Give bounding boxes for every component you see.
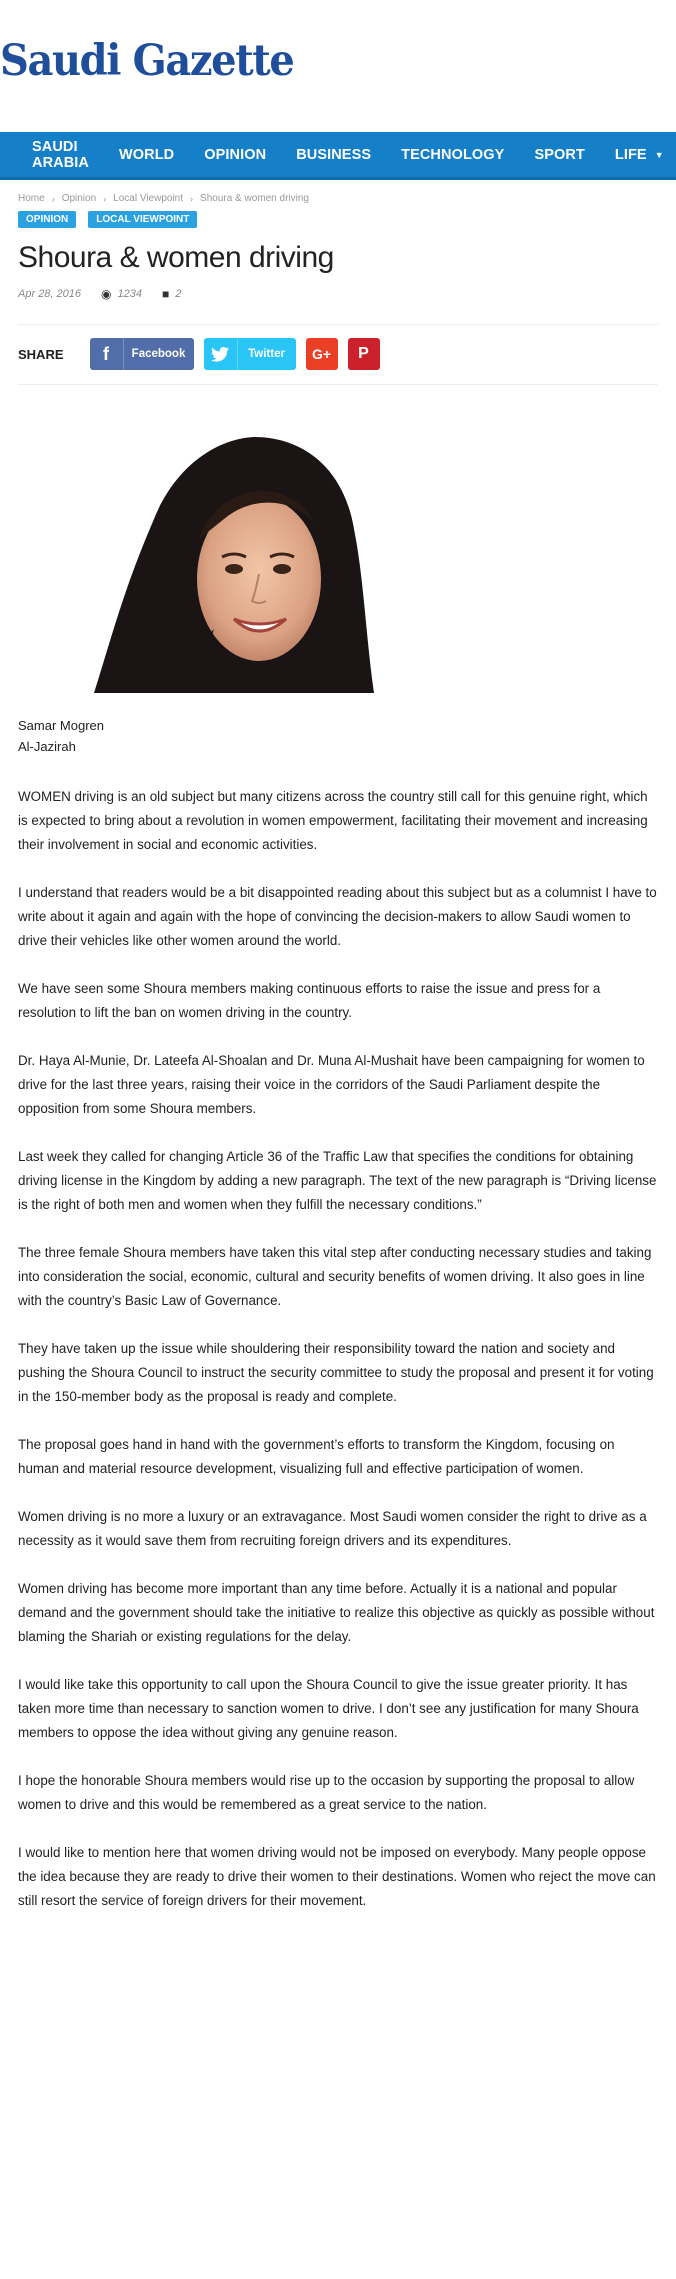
google-plus-icon: G+ [311, 346, 332, 362]
author-source: Al-Jazirah [18, 739, 76, 754]
view-count: 1234 [117, 288, 142, 300]
comment-icon[interactable]: ■ [161, 287, 170, 301]
breadcrumb [18, 193, 658, 204]
chevron-down-icon: ▼ [654, 149, 664, 160]
article-paragraph: I would like take this opportunity to call upon the Shoura Council to give the issue greater priority. It has taken more time than necessary to sanction women to drive. I don’t see any justification for many Shoura members to oppose the idea without giving any genuine reason. [18, 1677, 639, 1740]
author-byline [18, 715, 658, 757]
article-content [0, 193, 676, 1913]
nav-life-label: LIFE [614, 146, 647, 163]
comment-count[interactable]: 2 [175, 288, 182, 300]
chevron-right-icon: › [190, 193, 194, 204]
facebook-share-button[interactable] [90, 338, 194, 370]
article-body [18, 785, 658, 1913]
breadcrumb-opinion[interactable]: Opinion [61, 193, 97, 204]
publish-date: Apr 28, 2016 [18, 288, 81, 300]
chevron-right-icon: › [51, 193, 55, 204]
masthead [0, 0, 676, 132]
nav-opinion[interactable]: OPINION [204, 146, 267, 163]
nav-saudi-arabia[interactable]: SAUDI ARABIA [32, 138, 89, 171]
eye-icon: ◉ [101, 287, 112, 301]
author-portrait-image [54, 429, 386, 693]
twitter-share-button[interactable] [204, 338, 296, 370]
chevron-right-icon: › [103, 193, 107, 204]
main-nav [0, 132, 676, 180]
article-paragraph: Dr. Haya Al-Munie, Dr. Lateefa Al-Shoalan and Dr. Muna Al-Mushait have been campaigning for women to drive for the last three years, raising their voice in the corridors of the Saudi Parliament despite the opposition from some Shoura members. [18, 1053, 645, 1116]
author-name: Samar Mogren [18, 718, 104, 733]
breadcrumb-home[interactable]: Home [18, 193, 45, 204]
nav-technology[interactable]: TECHNOLOGY [401, 146, 505, 163]
facebook-label: Facebook [131, 348, 186, 360]
twitter-icon [204, 338, 238, 370]
nav-life[interactable] [615, 147, 664, 163]
article-paragraph: I would like to mention here that women driving would not be imposed on everybody. Many people oppose the idea because they are ready to drive their women to their destinations. Women who reject the move can still resort the service of foreign drivers for their movement. [18, 1845, 656, 1908]
author-photo [18, 429, 658, 693]
article-paragraph: I hope the honorable Shoura members would rise up to the occasion by supporting the proposal to allow women to drive and this would be remembered as a great service to the nation. [18, 1773, 635, 1812]
tag-local-viewpoint[interactable]: LOCAL VIEWPOINT [88, 211, 197, 228]
share-label: SHARE [18, 346, 64, 362]
share-bar [18, 324, 658, 385]
article-paragraph: WOMEN driving is an old subject but many citizens across the country still call for this genuine right, which is expected to bring about a revolution in women empowerment, facilitating their movement and increasing their involvement in social and economic activities. [18, 789, 648, 852]
article-paragraph: Women driving is no more a luxury or an extravagance. Most Saudi women consider the right to drive as a necessity as it would save them from recruiting foreign drivers and its expenditures. [18, 1509, 647, 1548]
facebook-icon: f [90, 338, 124, 370]
nav-sport[interactable]: SPORT [534, 146, 585, 163]
site-logo[interactable]: Saudi Gazette [0, 36, 294, 86]
pinterest-icon: P [358, 345, 369, 362]
article-paragraph: Women driving has become more important than any time before. Actually it is a national and popular demand and the government should take the initiative to realize this objective as quickly as possible without blaming the Shariah or existing regulations for the delay. [18, 1581, 655, 1644]
twitter-label: Twitter [248, 348, 285, 360]
category-tags [18, 211, 658, 228]
tag-opinion[interactable]: OPINION [18, 211, 76, 228]
article-paragraph: Last week they called for changing Article 36 of the Traffic Law that specifies the conditions for obtaining driving license in the Kingdom by adding a new paragraph. The text of the new paragraph is “Driving license is the right of both men and women when they fulfill the necessary conditions.” [18, 1149, 657, 1212]
article-paragraph: The proposal goes hand in hand with the government’s efforts to transform the Kingdom, focusing on human and material resource development, visualizing full and effective participation of women. [18, 1437, 615, 1476]
article-paragraph: We have seen some Shoura members making continuous efforts to raise the issue and press for a resolution to lift the ban on women driving in the country. [18, 981, 601, 1020]
breadcrumb-local-viewpoint[interactable]: Local Viewpoint [113, 193, 184, 204]
article-paragraph: The three female Shoura members have taken this vital step after conducting necessary studies and taking into consideration the social, economic, cultural and security benefits of women driving. It also goes in line with the country’s Basic Law of Governance. [18, 1245, 652, 1308]
nav-world[interactable]: WORLD [118, 146, 175, 163]
article-paragraph: I understand that readers would be a bit disappointed reading about this subject but as a columnist I have to write about it again and again with the hope of convincing the decision-makers to allow Saudi women to drive their vehicles like other women around the world. [18, 885, 657, 948]
pinterest-share-button[interactable] [348, 338, 380, 370]
article-paragraph: They have taken up the issue while shouldering their responsibility toward the nation and society and pushing the Shoura Council to instruct the security committee to study the proposal and present it for voting in the 150-member body as the proposal is ready and complete. [18, 1341, 654, 1404]
article-title: Shoura & women driving [18, 241, 334, 274]
nav-business[interactable]: BUSINESS [296, 146, 372, 163]
article-meta [18, 287, 658, 301]
google-plus-share-button[interactable] [306, 338, 338, 370]
breadcrumb-current: Shoura & women driving [200, 193, 309, 204]
